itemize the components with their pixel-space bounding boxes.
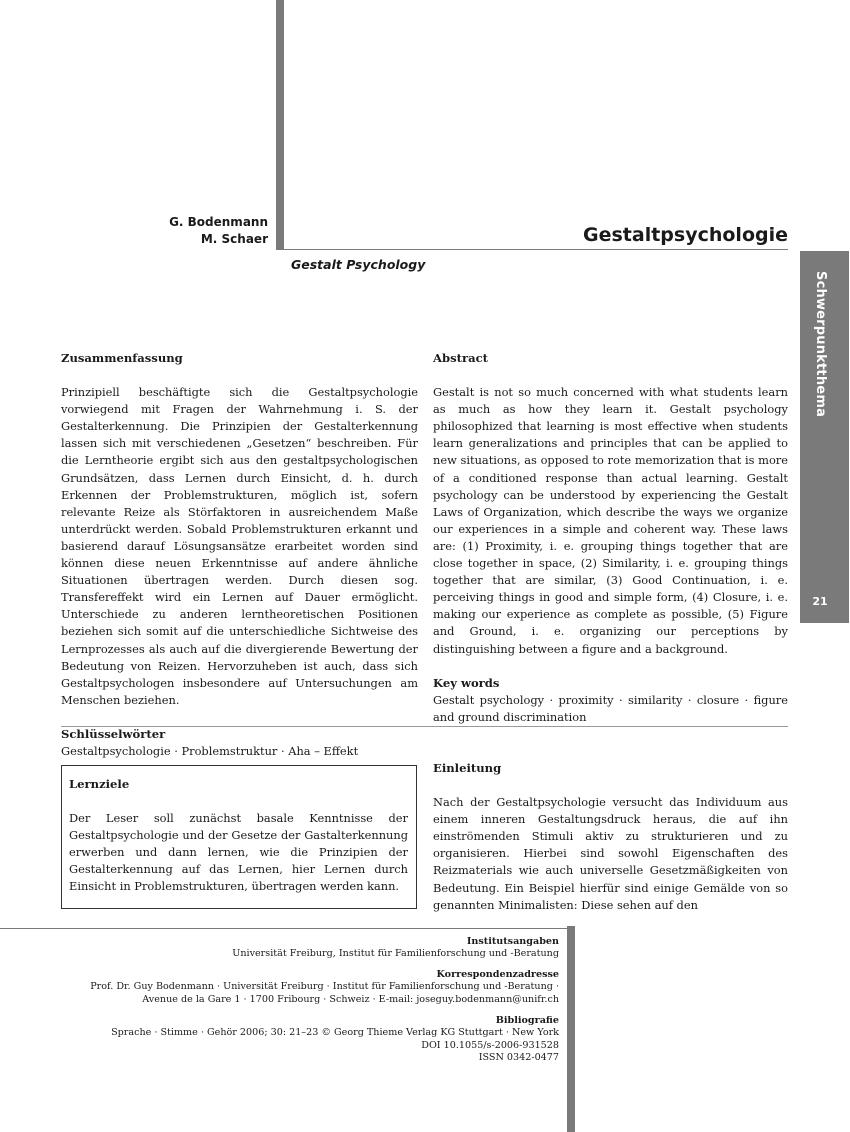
lernziele-heading: Lernziele xyxy=(69,777,130,791)
einleitung-heading: Einleitung xyxy=(433,761,502,775)
korrespondenzadresse-line: Prof. Dr. Guy Bodenmann · Universität Freiburg · Institut für Familienforschung und -Beratung · xyxy=(90,981,559,993)
zusammenfassung-text: Prinzipiell beschäftigte sich die Gestaltpsychologie vorwiegend mit Fragen der Wahrnehmung i. S. der Gestalterkennung. Die Prinzipien der Gestalterkennung lassen sich mit verschiedenen „Gesetzen“ beschreiben. Für die Lerntheorie ergibt sich aus den gestaltpsychologischen Grundsätzen, dass Lernen durch Einsicht, d. h. durch Erkennen der Problemstrukturen, möglich ist, sofern relevante Reize als Störfaktoren in ausreichendem Maße unterdrückt werden. Sobald Problemstrukturen erkannt und basierend darauf Lösungsansätze erarbeitet worden sind können diese neuen Erkenntnisse auf andere ähnliche Situationen übertragen werden. Durch diesen sog. Transfereffekt wird ein Lernen auf Dauer ermöglicht. Unterschiede zu anderen lerntheoretischen Positionen beziehen sich somit auf die unterschiedliche Sichtweise des Lernprozesses als auch auf die divergierende Bewertung der Bedeutung von Reizen. Hervorzuheben ist auch, dass sich Gestaltpsychologen insbesondere auf Untersuchungen am Menschen beziehen. xyxy=(61,385,418,707)
korrespondenzadresse-block xyxy=(0,969,559,1006)
author-list xyxy=(120,214,268,248)
bibliografie-heading: Bibliografie xyxy=(495,1015,559,1026)
bibliografie-block xyxy=(0,1015,559,1065)
footer-vertical-bar xyxy=(567,926,575,1132)
institutsangaben-heading: Institutsangaben xyxy=(466,936,559,947)
section-side-tab xyxy=(800,251,849,623)
abstract-text: Gestalt is not so much concerned with what students learn as much as how they learn it. Gestalt psychology philosophized that learning is most effective when students learn generalizations and principles that can be applied to new situations, as opposed to rote memorization that is more of a conditioned response than actual learning. Gestalt psychology can be understood by experiencing the Gestalt Laws of Organization, which describe the ways we organize our experiences in a simple and coherent way. These laws are: (1) Proximity, i. e. grouping things together that are close together in space, (2) Similarity, i. e. grouping things together that are similar, (3) Good Continuation, i. e. perceiving things in good and simple form, (4) Closure, i. e. making our experience as complete as possible, (5) Figure and Ground, i. e. organizing our perceptions by distinguishing between a figure and a background. xyxy=(433,385,788,656)
article-subtitle: Gestalt Psychology xyxy=(291,257,426,272)
key-words-heading: Key words xyxy=(433,675,500,690)
lernziele-box xyxy=(61,765,417,909)
zusammenfassung-section xyxy=(61,350,418,760)
schluesselwoerter-heading: Schlüsselwörter xyxy=(61,726,166,741)
header-rule xyxy=(276,249,788,250)
institutsangaben-block xyxy=(0,936,559,961)
section-divider xyxy=(61,726,788,727)
einleitung-section xyxy=(433,760,788,914)
page-number: 21 xyxy=(812,595,828,608)
korrespondenzadresse-heading: Korrespondenzadresse xyxy=(436,969,559,980)
abstract-heading: Abstract xyxy=(433,351,489,365)
article-title: Gestaltpsychologie xyxy=(583,224,788,246)
bibliografie-doi: DOI 10.1055/s-2006-931528 xyxy=(421,1039,559,1051)
author-name: G. Bodenmann xyxy=(169,215,268,229)
key-words-text: Gestalt psychology · proximity · similarity · closure · figure and ground discrimination xyxy=(433,692,788,724)
section-label: Schwerpunktthema xyxy=(813,271,828,418)
abstract-section xyxy=(433,350,788,726)
bibliografie-citation: Sprache · Stimme · Gehör 2006; 30: 21–23 © Georg Thieme Verlag KG Stuttgart · New York xyxy=(111,1027,559,1039)
einleitung-text: Nach der Gestaltpsychologie versucht das Individuum aus einem inneren Gestaltungsdruck heraus, die auf ihn einströmenden Stimuli aktiv zu strukturieren und zu organisieren. Hierbei sind sowohl Eigenschaften des Reizmaterials wie auch universelle Gesetzmäßigkeiten von Bedeutung. Ein Beispiel hierfür sind einige Gemälde von so genannten Minimalisten: Diese sehen auf den xyxy=(433,795,788,912)
zusammenfassung-heading: Zusammenfassung xyxy=(61,351,183,365)
korrespondenzadresse-line: Avenue de la Gare 1 · 1700 Fribourg · Schweiz · E-mail: joseguy.bodenmann@unifr.ch xyxy=(142,993,559,1005)
institutsangaben-line: Universität Freiburg, Institut für Familienforschung und -Beratung xyxy=(232,948,559,960)
schluesselwoerter-text: Gestaltpsychologie · Problemstruktur · Aha – Effekt xyxy=(61,743,359,758)
author-name: M. Schaer xyxy=(200,232,268,246)
header-vertical-bar xyxy=(276,0,284,250)
lernziele-text: Der Leser soll zunächst basale Kenntnisse der Gestaltpsychologie und der Gesetze der Gastalterkennung erwerben und dann lernen, wie die Prinzipien der Gestalterkennung auf das Lernen, hier Lernen durch Einsicht in Problemstrukturen, übertragen werden kann. xyxy=(69,811,408,894)
bibliografie-issn: ISSN 0342-0477 xyxy=(478,1052,559,1064)
